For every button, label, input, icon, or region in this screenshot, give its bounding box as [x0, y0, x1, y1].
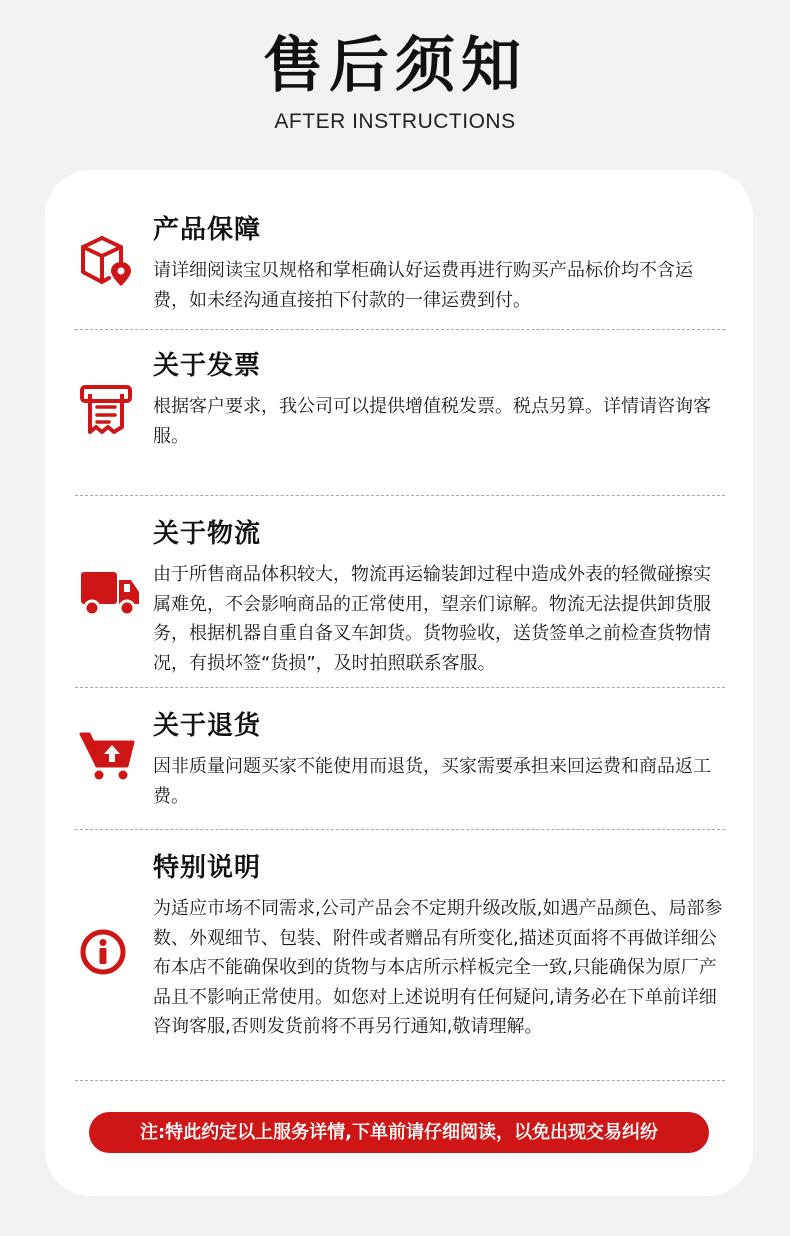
info-icon — [79, 928, 127, 976]
box-location-icon — [79, 232, 135, 290]
divider — [75, 1080, 725, 1081]
divider — [75, 829, 725, 830]
page-title: 售后须知 — [263, 31, 527, 101]
divider — [75, 687, 725, 688]
section-title: 关于物流 — [153, 519, 262, 549]
receipt-printer-icon — [79, 384, 133, 436]
section-text: 因非质量问题买家不能使用而退货，买家需要承担来回运费和商品返工费。 — [153, 756, 711, 807]
section-title: 产品保障 — [153, 215, 262, 245]
section-text: 由于所售商品体积较大，物流再运输装卸过程中造成外表的轻微碰擦实属难免，不会影响商品的正常使用，望亲们谅解。物流无法提供卸货服务，根据机器自重自备叉车卸货。货物验收，送货签单之前检查货物情况，有损坏签“货损”，及时拍照联系客服。 — [153, 564, 711, 674]
section-title: 关于发票 — [153, 351, 262, 381]
page-subtitle: AFTER INSTRUCTIONS — [274, 110, 516, 133]
instructions-card — [45, 170, 753, 1196]
notice-banner: 注:特此约定以上服务详情,下单前请仔细阅读，以免出现交易纠纷 — [89, 1112, 709, 1153]
section-title: 关于退货 — [153, 711, 262, 741]
section-text: 根据客户要求，我公司可以提供增值税发票。税点另算。详情请咨询客服。 — [153, 396, 711, 447]
section-title: 特别说明 — [153, 853, 262, 883]
return-cart-icon — [79, 730, 137, 782]
section-text: 为适应市场不同需求,公司产品会不定期升级改版,如遇产品颜色、局部参数、外观细节、包装、附件或者赠品有所变化,描述页面将不再做详细公布本店不能确保收到的货物与本店所示样板完全一致,只能确保为原厂产品且不影响正常使用。如您对上述说明有任何疑问,请务必在下单前详细咨询客服,否则发货前将不再另行通知,敬请理解。 — [153, 898, 723, 1037]
section-text: 请详细阅读宝贝规格和掌柜确认好运费再进行购买产品标价均不含运费，如未经沟通直接拍下付款的一律运费到付。 — [153, 260, 693, 311]
delivery-truck-icon — [79, 568, 141, 618]
divider — [75, 329, 725, 330]
divider — [75, 495, 725, 496]
